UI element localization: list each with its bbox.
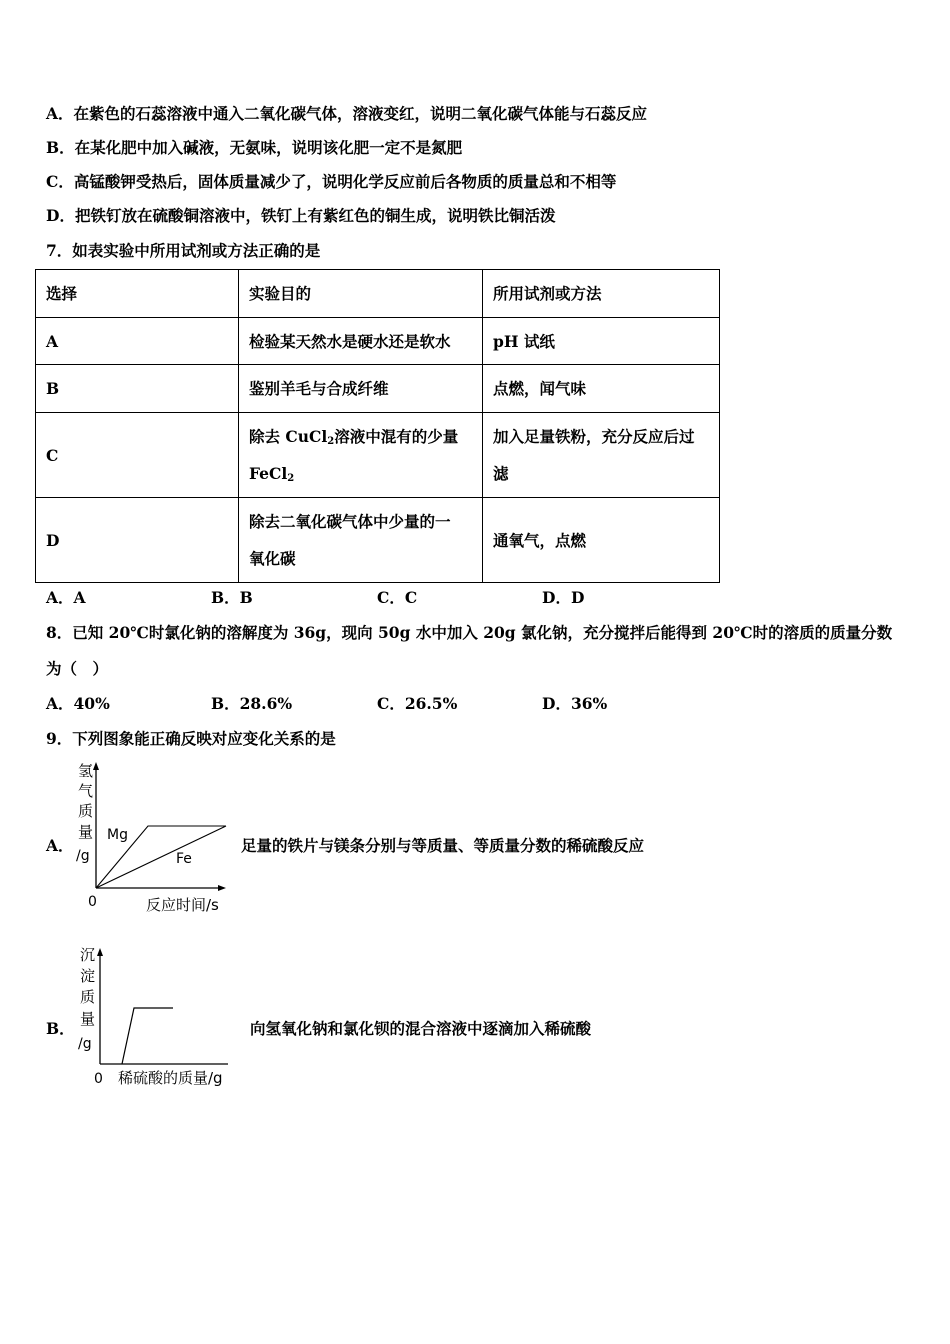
q6-option-a: A．在紫色的石蕊溶液中通入二氧化碳气体，溶液变红，说明二氧化碳气体能与石蕊反应 bbox=[46, 104, 648, 123]
subscript: 2 bbox=[327, 436, 335, 447]
table-row bbox=[36, 318, 720, 365]
q7-table bbox=[35, 269, 720, 583]
row-c-purpose-part1: 除去 CuCl bbox=[249, 427, 328, 446]
table-row bbox=[36, 498, 720, 583]
row-d-purpose-line2: 氧化碳 bbox=[249, 549, 296, 568]
q6-option-b: B．在某化肥中加入碱液，无氨味，说明该化肥一定不是氮肥 bbox=[46, 138, 463, 157]
row-b-choice: B bbox=[36, 365, 239, 413]
q9-graph-b bbox=[70, 940, 245, 1090]
row-c-choice: C bbox=[36, 413, 239, 498]
y-label-char: 质 bbox=[78, 802, 94, 820]
table-row bbox=[36, 365, 720, 413]
row-b-method: 点燃，闻气味 bbox=[483, 365, 720, 413]
table-header-row bbox=[36, 270, 720, 318]
row-b-purpose: 鉴别羊毛与合成纤维 bbox=[239, 365, 483, 413]
q8-question-line2: 为（ ） bbox=[46, 659, 109, 678]
row-c-purpose bbox=[239, 413, 483, 498]
table-row bbox=[36, 413, 720, 498]
q7-answer-a: A．A bbox=[46, 588, 86, 607]
q6-option-c: C．高锰酸钾受热后，固体质量减少了，说明化学反应前后各物质的质量总和不相等 bbox=[46, 172, 617, 191]
q7-answer-d: D．D bbox=[542, 588, 585, 607]
graph-a-svg bbox=[70, 758, 240, 916]
q9-option-a-label: A． bbox=[46, 836, 74, 855]
fe-label: Fe bbox=[176, 851, 192, 867]
y-label-unit: /g bbox=[76, 848, 90, 864]
row-c-purpose-part2: 溶液中混有的少量 bbox=[334, 427, 459, 446]
y-label-char: 量 bbox=[80, 1010, 96, 1028]
row-d-purpose bbox=[239, 498, 483, 583]
row-a-purpose: 检验某天然水是硬水还是软水 bbox=[239, 318, 483, 365]
row-d-method: 通氧气，点燃 bbox=[483, 498, 720, 583]
graph-b-svg bbox=[70, 940, 245, 1090]
subscript: 2 bbox=[287, 473, 295, 484]
y-label-char: 质 bbox=[80, 988, 96, 1006]
y-label-unit: /g bbox=[78, 1036, 92, 1052]
q7-answer-c: C．C bbox=[377, 588, 418, 607]
q9-question: 9．下列图象能正确反映对应变化关系的是 bbox=[46, 729, 336, 748]
q9-option-a-description: 足量的铁片与镁条分别与等质量、等质量分数的稀硫酸反应 bbox=[241, 836, 645, 855]
y-label-char: 氢 bbox=[78, 762, 94, 780]
y-axis-arrow bbox=[93, 762, 99, 770]
header-method: 所用试剂或方法 bbox=[483, 270, 720, 318]
row-c-method-line1: 加入足量铁粉，充分反应后过 bbox=[493, 427, 695, 446]
row-d-choice: D bbox=[36, 498, 239, 583]
q7-answer-b: B．B bbox=[211, 588, 253, 607]
origin-label: 0 bbox=[88, 894, 97, 910]
x-axis-arrow bbox=[218, 885, 226, 891]
y-axis-arrow bbox=[97, 948, 103, 956]
q8-answer-d: D．36% bbox=[542, 694, 608, 713]
x-axis-label: 反应时间/s bbox=[146, 896, 219, 914]
q7-question: 7．如表实验中所用试剂或方法正确的是 bbox=[46, 241, 321, 260]
q9-option-b-description: 向氢氧化钠和氯化钡的混合溶液中逐滴加入稀硫酸 bbox=[250, 1019, 592, 1038]
row-a-choice: A bbox=[36, 318, 239, 365]
row-d-purpose-line1: 除去二氧化碳气体中少量的一 bbox=[249, 512, 451, 531]
precipitate-curve bbox=[122, 1008, 173, 1064]
q9-option-b-label: B． bbox=[46, 1019, 75, 1038]
q8-answer-a: A．40% bbox=[46, 694, 110, 713]
y-label-char: 气 bbox=[78, 782, 94, 800]
origin-label: 0 bbox=[94, 1071, 103, 1087]
row-a-method: pH 试纸 bbox=[483, 318, 720, 365]
row-c-purpose-part3: FeCl bbox=[249, 464, 288, 483]
q8-answer-c: C．26.5% bbox=[377, 694, 458, 713]
header-choice: 选择 bbox=[36, 270, 239, 318]
q9-graph-a bbox=[70, 758, 240, 916]
y-label-char: 量 bbox=[78, 823, 94, 841]
q8-question-line1: 8．已知 20℃时氯化钠的溶解度为 36g，现向 50g 水中加入 20g 氯化钠，充分搅拌后能得到 20℃时的溶质的质量分数 bbox=[46, 623, 893, 642]
row-c-method-line2: 滤 bbox=[493, 464, 509, 483]
mg-label: Mg bbox=[107, 827, 128, 843]
q6-option-d: D．把铁钉放在硫酸铜溶液中，铁钉上有紫红色的铜生成，说明铁比铜活泼 bbox=[46, 206, 556, 225]
x-axis-label: 稀硫酸的质量/g bbox=[118, 1069, 223, 1087]
y-label-char: 淀 bbox=[80, 967, 96, 985]
q8-answer-b: B．28.6% bbox=[211, 694, 293, 713]
y-label-char: 沉 bbox=[80, 946, 96, 964]
row-c-method bbox=[483, 413, 720, 498]
header-purpose: 实验目的 bbox=[239, 270, 483, 318]
